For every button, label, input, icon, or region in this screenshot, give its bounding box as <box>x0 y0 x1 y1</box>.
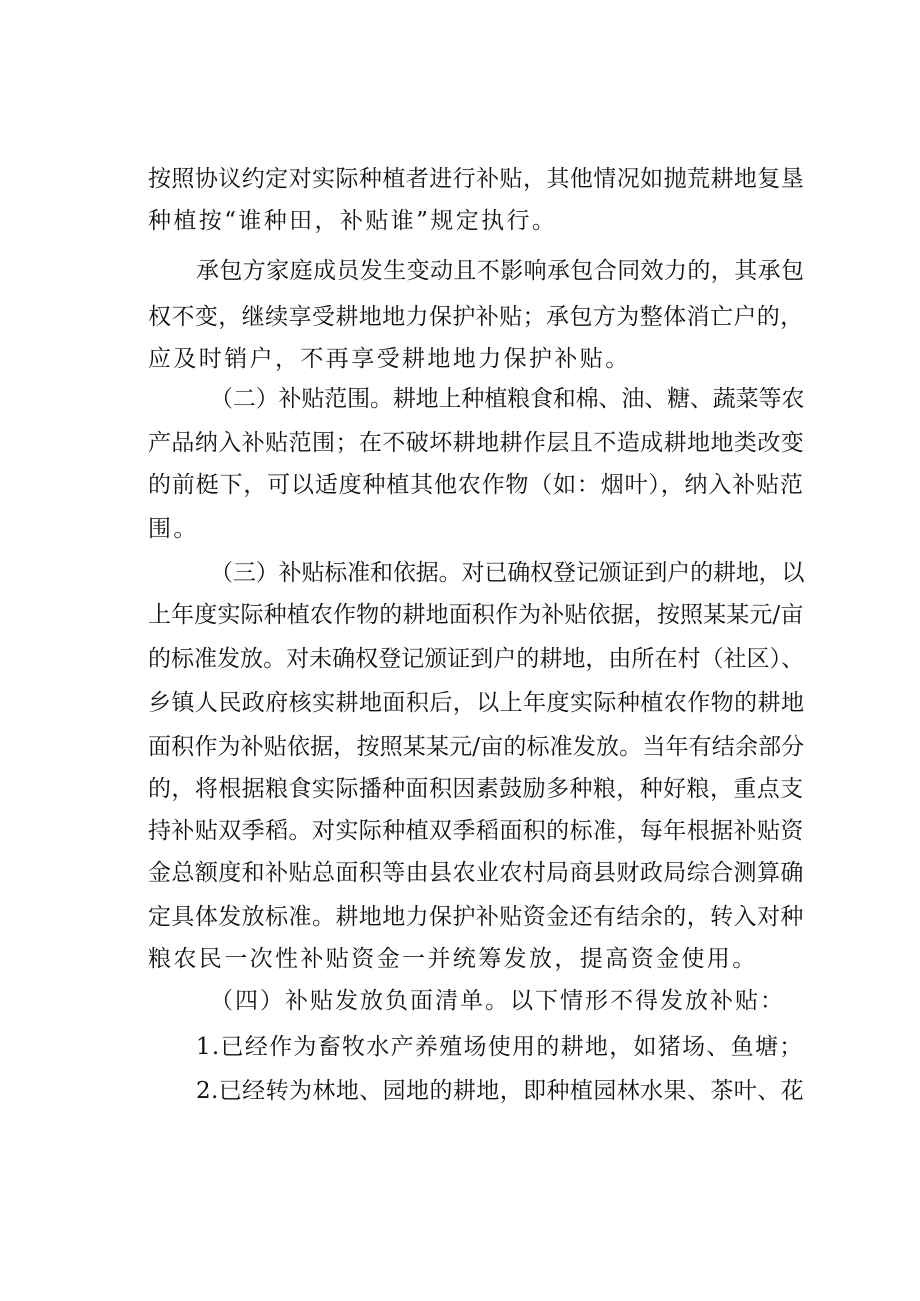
text-line: 的，将根据粮食实际播种面积因素鼓励多种粮，种好粮，重点支 <box>148 776 804 802</box>
text-line: 围。 <box>148 516 199 542</box>
text-line: 粮农民一次性补贴资金一并统筹发放，提高资金使用。 <box>148 946 758 972</box>
text-line: 承包方家庭成员发生变动且不影响承包合同效力的，其承包 <box>196 258 805 284</box>
text-line: 的标准发放。对未确权登记颁证到户的耕地，由所在村（社区）、 <box>148 646 805 672</box>
text-line: 金总额度和补贴总面积等由县农业农村局商县财政局综合测算确 <box>148 860 804 886</box>
text-line: （四）补贴发放负面清单。以下情形不得发放补贴： <box>210 988 785 1014</box>
text-line: 面积作为补贴依据，按照某某元/亩的标准发放。当年有结余部分 <box>148 734 805 760</box>
text-line: 种植按“谁种田，补贴谁”规定执行。 <box>148 208 558 234</box>
text-line: 应及时销户，不再享受耕地地力保护补贴。 <box>148 346 631 372</box>
text-line: 上年度实际种植农作物的耕地面积作为补贴依据，按照某某元/亩 <box>148 602 804 628</box>
text-line: 持补贴双季稻。对实际种植双季稻面积的标准，每年根据补贴资 <box>148 818 804 844</box>
text-line: 定具体发放标准。耕地地力保护补贴资金还有结余的，转入对种 <box>148 904 804 930</box>
text-line: 的前梃下，可以适度种植其他农作物（如：烟叶），纳入补贴范 <box>148 472 804 498</box>
text-line: （二）补贴范围。耕地上种植粮食和棉、油、糖、蔬菜等农 <box>210 386 805 412</box>
text-line: 1.已经作为畜牧水产养殖场使用的耕地，如猪场、鱼塘； <box>196 1034 804 1060</box>
text-line: 2.已经转为林地、园地的耕地，即种植园林水果、茶叶、花 <box>196 1078 805 1104</box>
text-line: 乡镇人民政府核实耕地面积后，以上年度实际种植农作物的耕地 <box>148 690 805 716</box>
text-line: 按照协议约定对实际种植者进行补贴，其他情况如抛荒耕地复垦 <box>148 166 805 192</box>
text-line: 产品纳入补贴范围；在不破坏耕地耕作层且不造成耕地地类改变 <box>148 430 805 456</box>
text-line: （三）补贴标准和依据。对已确权登记颁证到户的耕地，以 <box>210 560 805 586</box>
text-line: 权不变，继续享受耕地地力保护补贴；承包方为整体消亡户的， <box>148 304 804 330</box>
